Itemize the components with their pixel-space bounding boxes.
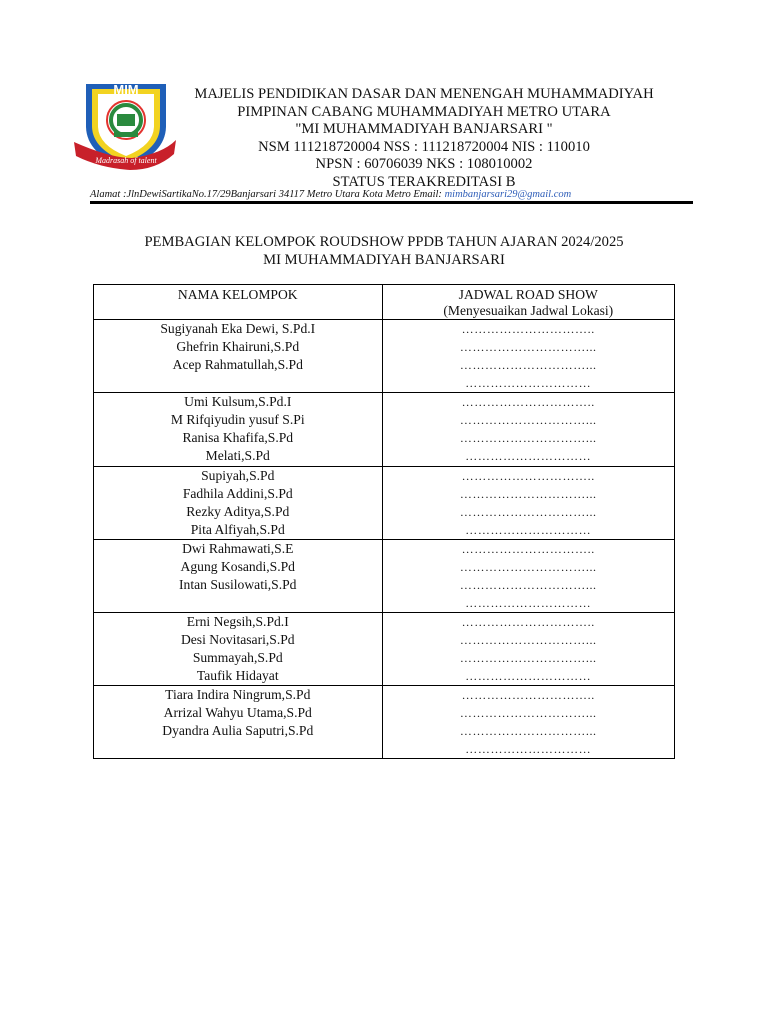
member-name: Dwi Rahmawati,S.E — [182, 541, 294, 556]
table-row — [94, 320, 675, 393]
letterhead-line-npsn: NPSN : 60706039 NKS : 108010002 — [315, 156, 533, 172]
schedule-blank: ………………………… — [465, 669, 592, 683]
schedule-blank: ………………………….. — [461, 615, 595, 629]
member-name: Pita Alfiyah,S.Pd — [190, 522, 285, 537]
address-text: Alamat :JlnDewiSartikaNo.17/29Banjarsari 34117 Metro Utara Kota Metro Email: — [90, 189, 445, 200]
schedule-blank: …………………………... — [459, 487, 597, 501]
member-name: Umi Kulsum,S.Pd.I — [184, 394, 292, 409]
title-line-1: PEMBAGIAN KELOMPOK ROUDSHOW PPDB TAHUN AJARAN 2024/2025 — [144, 234, 624, 250]
schedule-blanks — [382, 613, 674, 686]
schedule-blanks — [382, 540, 674, 613]
schedule-blank: ………………………… — [465, 376, 592, 390]
schedule-blank: ………………………….. — [461, 542, 595, 556]
schedule-blank: ………………………….. — [461, 395, 595, 409]
group-names — [94, 467, 383, 540]
member-name: Agung Kosandi,S.Pd — [180, 559, 295, 574]
header-nama-kelompok: NAMA KELOMPOK — [94, 285, 383, 320]
member-name: Dyandra Aulia Saputri,S.Pd — [162, 723, 314, 738]
schedule-blank: …………………………... — [459, 706, 597, 720]
schedule-blank: …………………………... — [459, 431, 597, 445]
member-name: Rezky Aditya,S.Pd — [186, 504, 290, 519]
schedule-blank: …………………………... — [459, 340, 597, 354]
schedule-blanks — [382, 686, 674, 759]
schedule-blank: ………………………… — [465, 742, 592, 756]
member-name: Fadhila Addini,S.Pd — [182, 486, 293, 501]
table-row — [94, 540, 675, 613]
letterhead-line-nsm: NSM 111218720004 NSS : 111218720004 NIS : 110010 — [258, 138, 590, 155]
schedule-blanks — [382, 467, 674, 540]
schedule-blank: …………………………... — [459, 724, 597, 738]
table-row — [94, 613, 675, 686]
school-logo — [70, 74, 182, 174]
schedule-blank: …………………………... — [459, 505, 597, 519]
logo-mim-text: MIM — [113, 82, 139, 97]
letterhead-line-majelis: MAJELIS PENDIDIKAN DASAR DAN MENENGAH MUHAMMADIYAH — [194, 86, 654, 102]
schedule-blank: ………………………… — [465, 449, 592, 463]
member-name: M Rifqiyudin yusuf S.Pi — [170, 412, 305, 427]
letterhead — [170, 86, 678, 191]
table-row — [94, 686, 675, 759]
group-names — [94, 686, 383, 759]
group-names — [94, 540, 383, 613]
table-header-row — [94, 285, 675, 320]
schedule-blank: ………………………… — [465, 596, 592, 610]
member-name: Taufik Hidayat — [196, 668, 279, 683]
schedule-blank: …………………………... — [459, 651, 597, 665]
header-jadwal-title: JADWAL ROAD SHOW — [458, 287, 598, 302]
schedule-blanks — [382, 393, 674, 467]
member-name: Ghefrin Khairuni,S.Pd — [176, 339, 300, 354]
letterhead-divider — [90, 201, 693, 204]
group-names — [94, 320, 383, 393]
member-name: Tiara Indira Ningrum,S.Pd — [165, 687, 311, 702]
schedule-blank: ………………………….. — [461, 688, 595, 702]
member-name: Summayah,S.Pd — [192, 650, 283, 665]
schedule-blank: …………………………... — [459, 578, 597, 592]
schedule-blank: …………………………... — [459, 413, 597, 427]
schedule-blank: …………………………... — [459, 560, 597, 574]
member-name: Supiyah,S.Pd — [201, 468, 275, 483]
title-line-2: MI MUHAMMADIYAH BANJARSARI — [263, 251, 505, 268]
schedule-blank: ………………………….. — [461, 469, 595, 483]
schedule-blank: ………………………… — [465, 523, 592, 537]
member-name: Intan Susilowati,S.Pd — [179, 577, 297, 592]
member-name: Desi Novitasari,S.Pd — [180, 632, 295, 647]
table-row — [94, 467, 675, 540]
header-jadwal-subtitle: (Menyesuaikan Jadwal Lokasi) — [443, 303, 614, 318]
header-jadwal-road-show — [382, 285, 674, 320]
schedule-blank: …………………………... — [459, 358, 597, 372]
member-name: Acep Rahmatullah,S.Pd — [172, 357, 303, 372]
letterhead-line-school: "MI MUHAMMADIYAH BANJARSARI " — [295, 121, 553, 137]
member-name: Erni Negsih,S.Pd.I — [186, 614, 289, 629]
group-names — [94, 393, 383, 467]
member-name: Ranisa Khafifa,S.Pd — [182, 430, 294, 445]
logo-ribbon-text: Madrasah of talent — [95, 156, 157, 165]
member-name: Arrizal Wahyu Utama,S.Pd — [163, 705, 312, 720]
document-title — [94, 234, 674, 269]
member-name: Melati,S.Pd — [205, 448, 270, 463]
member-name: Sugiyanah Eka Dewi, S.Pd.I — [160, 321, 316, 336]
schedule-blank: …………………………... — [459, 633, 597, 647]
letterhead-line-pimpinan: PIMPINAN CABANG MUHAMMADIYAH METRO UTARA — [237, 103, 611, 120]
group-names — [94, 613, 383, 686]
letterhead-line-status: STATUS TERAKREDITASI B — [332, 173, 516, 190]
schedule-blank: ………………………….. — [461, 322, 595, 336]
group-schedule-table — [93, 284, 675, 759]
schedule-blanks — [382, 320, 674, 393]
table-row — [94, 393, 675, 467]
address-line — [90, 188, 690, 201]
email-link[interactable]: mimbanjarsari29@gmail.com — [444, 189, 572, 200]
